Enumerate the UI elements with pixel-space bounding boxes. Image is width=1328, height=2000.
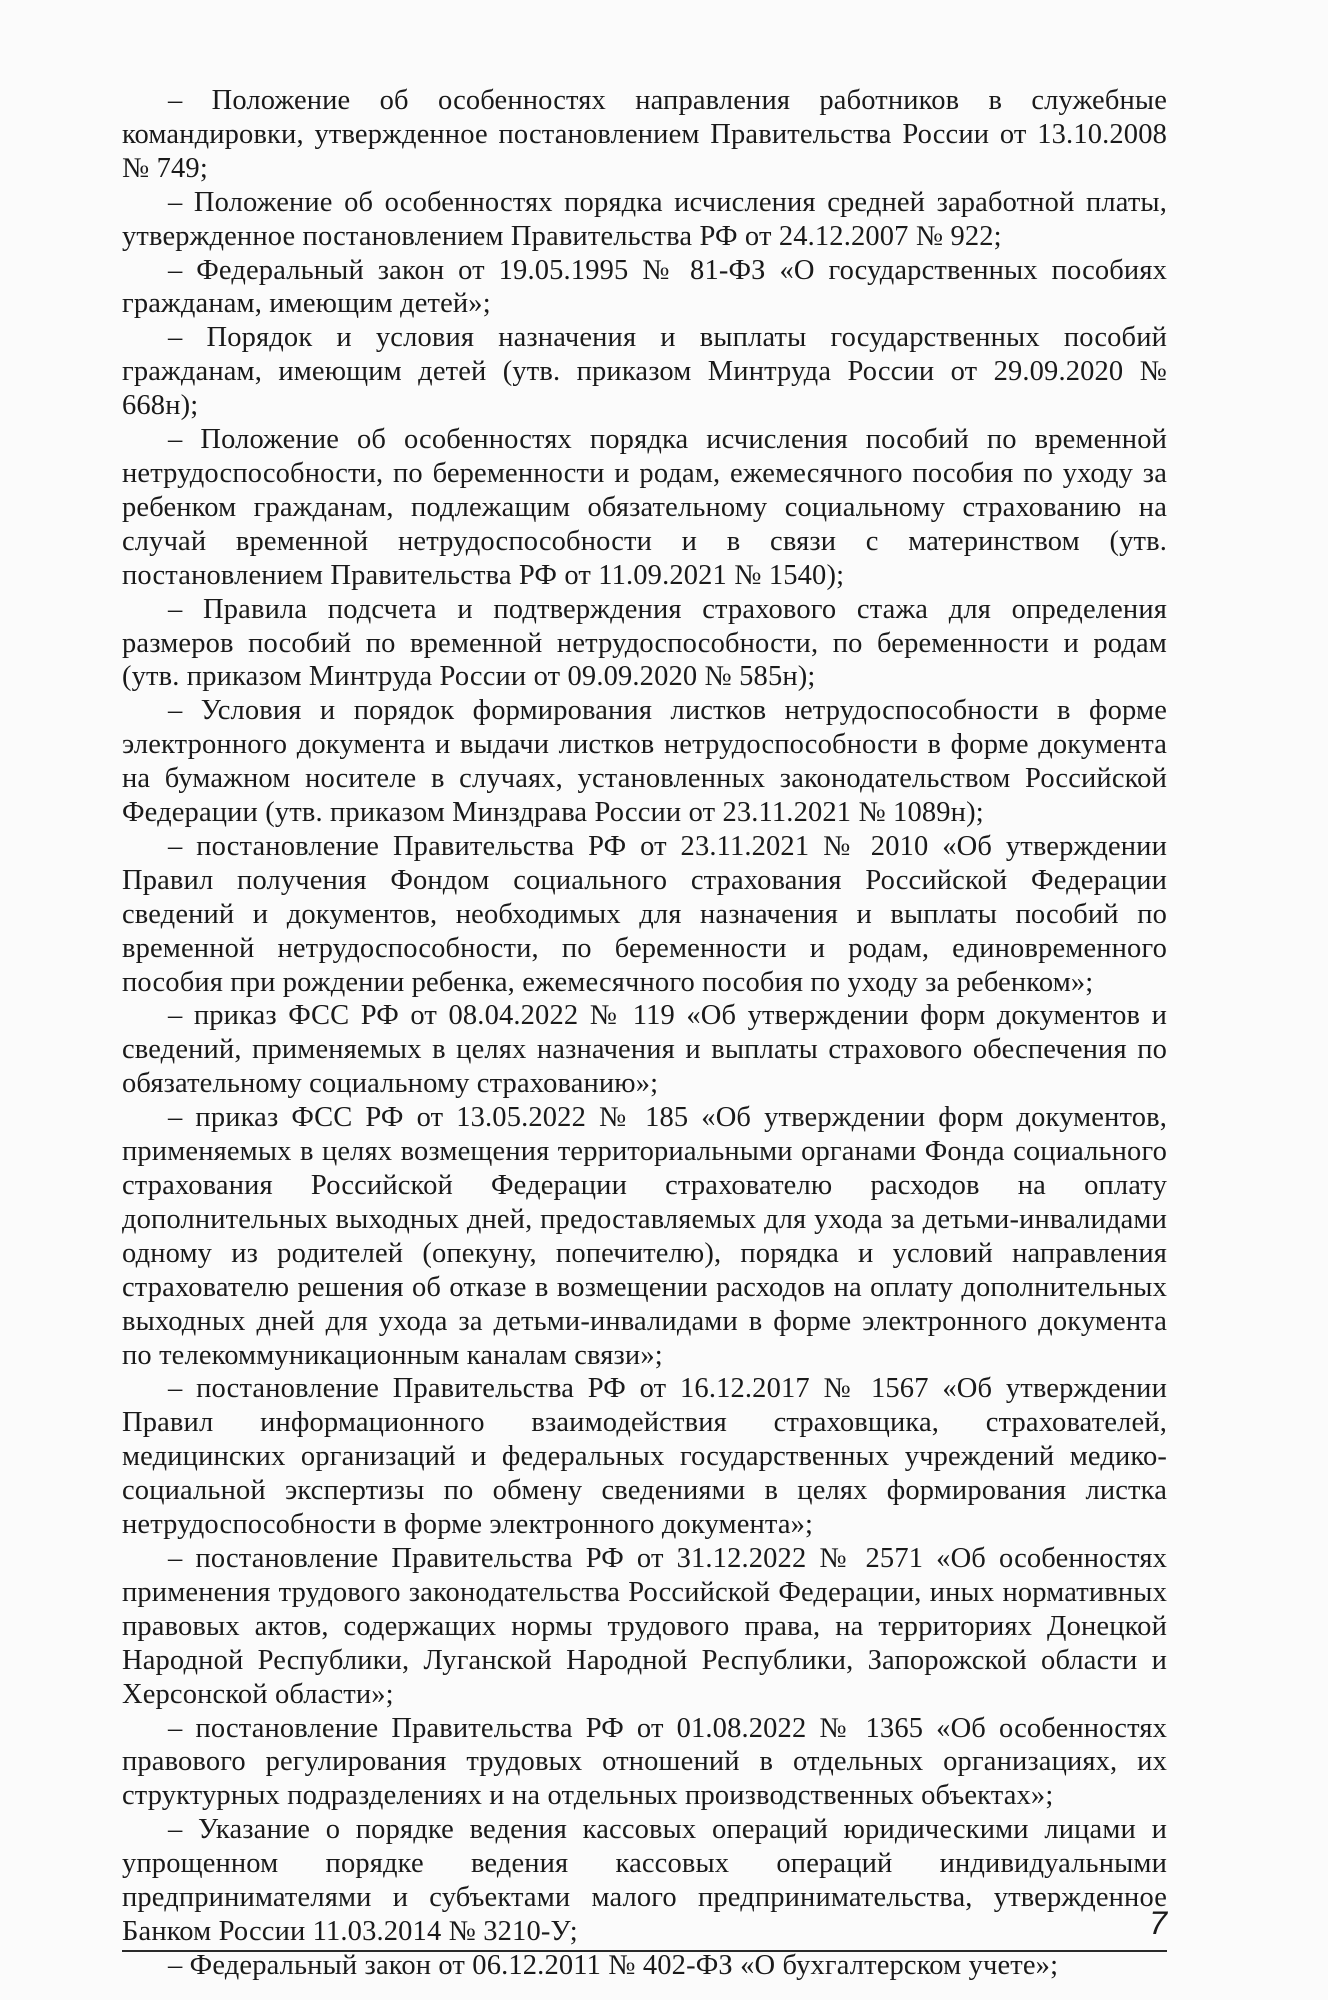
footer-divider [122,1950,1167,1952]
page-body [122,84,1167,1983]
list-item: – Федеральный закон от 19.05.1995 № 81-ФЗ «О государственных пособиях гражданам, имеющим детей»; [122,254,1167,320]
page-number: 7 [1149,1905,1167,1941]
list-item: – Указание о порядке ведения кассовых операций юридическими лицами и упрощенном порядке ведения кассовых операций индивидуальными предпринимателями и субъектами малого предпринимательства, утвержденное Банком России 11.03.2014 № 3210-У; [122,1814,1167,1947]
list-item: – постановление Правительства РФ от 23.11.2021 № 2010 «Об утверждении Правил получения Фондом социального страхования Российской Федерации сведений и документов, необходимых для назначения и выплаты пособий по временной нетрудоспособности, по беременности и родам, единовременного пособия при рождении ребенка, ежемесячного пособия по уходу за ребенком»; [122,830,1167,998]
list-item: – постановление Правительства РФ от 31.12.2022 № 2571 «Об особенностях применения трудового законодательства Российской Федерации, иных нормативных правовых актов, содержащих нормы трудового права, на территориях Донецкой Народной Республики, Луганской Народной Республики, Запорожской области и Херсонской области»; [122,1542,1167,1710]
list-item: – Условия и порядок формирования листков нетрудоспособности в форме электронного документа и выдачи листков нетрудоспособности в форме документа на бумажном носителе в случаях, установленных законодательством Российской Федерации (утв. приказом Минздрава России от 23.11.2021 № 1089н); [122,695,1167,829]
list-item: – Правила подсчета и подтверждения страхового стажа для определения размеров пособий по временной нетрудоспособности, по беременности и родам (утв. приказом Минтруда России от 09.09.2020 № 585н); [122,593,1167,693]
list-item: – Положение об особенностях порядка исчисления средней заработной платы, утвержденное постановлением Правительства РФ от 24.12.2007 № 922; [122,186,1167,252]
list-item: – Порядок и условия назначения и выплаты государственных пособий гражданам, имеющим детей (утв. приказом Минтруда России от 29.09.2020 № 668н); [122,322,1167,422]
list-item: – приказ ФСС РФ от 08.04.2022 № 119 «Об утверждении форм документов и сведений, применяемых в целях назначения и выплаты страхового обеспечения по обязательному социальному страхованию»; [122,1000,1167,1100]
list-item: – Положение об особенностях порядка исчисления пособий по временной нетрудоспособности, по беременности и родам, ежемесячного пособия по уходу за ребенком гражданам, подлежащим обязательному социальному страхованию на случай временной нетрудоспособности и в связи с материнством (утв. постановлением Правительства РФ от 11.09.2021 № 1540); [122,424,1167,591]
list-item: – Положение об особенностях направления работников в служебные командировки, утвержденное постановлением Правительства России от 13.10.2008 № 749; [122,85,1167,184]
list-item: – приказ ФСС РФ от 13.05.2022 № 185 «Об утверждении форм документов, применяемых в целях возмещения территориальными органами Фонда социального страхования Российской Федерации страхователю расходов на оплату дополнительных выходных дней, предоставляемых для ухода за детьми-инвалидами одному из родителей (опекуну, попечителю), порядка и условий направления страхователю решения об отказе в возмещении расходов на оплату дополнительных выходных дней для ухода за детьми-инвалидами в форме электронного документа по телекоммуникационным каналам связи»; [122,1102,1167,1371]
list-item: – постановление Правительства РФ от 01.08.2022 № 1365 «Об особенностях правового регулирования трудовых отношений в отдельных организациях, их структурных подразделениях и на отдельных производственных объектах»; [122,1712,1167,1812]
page-footer [122,1904,1167,1956]
list-item: – постановление Правительства РФ от 16.12.2017 № 1567 «Об утверждении Правил информационного взаимодействия страховщика, страхователей, медицинских организаций и федеральных государственных учреждений медико-социальной экспертизы по обмену сведениями в целях формирования листка нетрудоспособности в форме электронного документа»; [122,1373,1167,1541]
list-item: – Федеральный закон от 06.12.2011 № 402-ФЗ «О бухгалтерском учете»; [168,1949,1059,1981]
